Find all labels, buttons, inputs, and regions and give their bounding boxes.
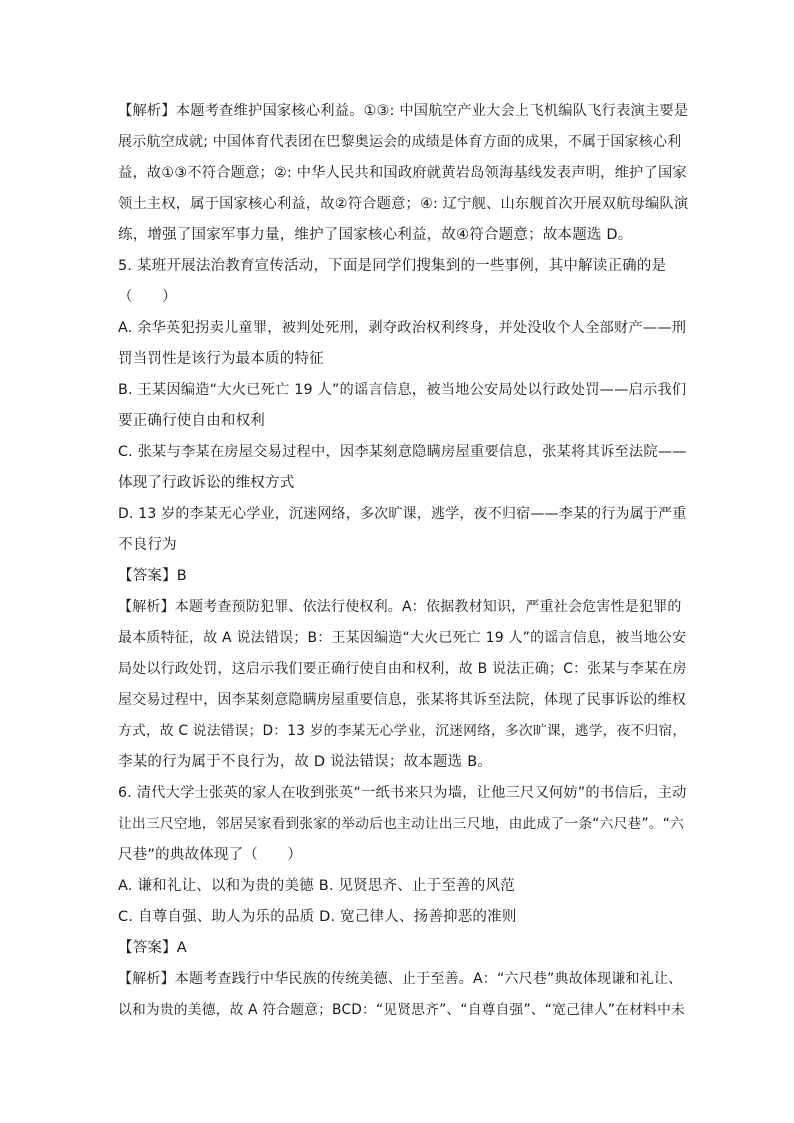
analysis-paragraph-line: 屋交易过程中，因李某刻意隐瞒房屋重要信息，张某将其诉至法院，体现了民事诉讼的维权: [118, 692, 686, 708]
document-body: [118, 96, 689, 1026]
question-5-stem: 5. 某班开展法治教育宣传活动，下面是同学们搜集到的一些事例，其中解读正确的是: [118, 258, 667, 274]
analysis-paragraph-line: 【解析】本题考查践行中华民族的传统美德、止于至善。A：“六尺巷”典故体现谦和礼让、: [118, 971, 683, 987]
option-a: A. 余华英犯拐卖儿童罪，被判处死刑，剥夺政治权利终身，并处没收个人全部财产——刑: [118, 320, 687, 336]
analysis-paragraph-line: 李某的行为属于不良行为，故 D 说法错误；故本题选 B。: [118, 754, 493, 770]
question-6-stem: 尺巷”的典故体现了（ ）: [118, 847, 303, 863]
question-6-stem: 让出三尺空地，邻居吴家看到张家的举动后也主动让出三尺地，由此成了一条“六尺巷”。“六: [118, 816, 685, 832]
option-a: 罚当罚性是该行为最本质的特征: [118, 351, 324, 367]
analysis-paragraph-line: 练，增强了国家军事力量，维护了国家核心利益，故④符合题意；故本题选 D。: [118, 227, 633, 243]
options-ab: A. 谦和礼让、以和为贵的美德 B. 见贤思齐、止于至善的风范: [118, 878, 515, 894]
question-6-stem: 6. 清代大学士张英的家人在收到张英“一纸书来只为墙，让他三尺又何妨”的书信后，主动: [118, 785, 687, 801]
option-c: 体现了行政诉讼的维权方式: [118, 475, 295, 491]
analysis-paragraph-line: 展示航空成就; 中国体育代表团在巴黎奥运会的成绩是体育方面的成果，不属于国家核心利: [118, 134, 682, 150]
analysis-paragraph-line: 领土主权，属于国家核心利益，故②符合题意；④: 辽宁舰、山东舰首次开展双航母编队演: [118, 196, 689, 212]
option-d: 不良行为: [118, 537, 177, 553]
analysis-paragraph-line: 局处以行政处罚，这启示我们要正确行使自由和权利，故 B 说法正确；C：张某与李某在房: [118, 661, 687, 677]
answer-label: 【答案】B: [118, 568, 187, 584]
option-b: 要正确行使自由和权利: [118, 413, 265, 429]
analysis-paragraph-line: 最本质特征，故 A 说法错误；B：王某因编造“大火已死亡 19 人”的谣言信息，被当地公安: [118, 630, 687, 646]
analysis-paragraph-line: 益，故①③不符合题意；②: 中华人民共和国政府就黄岩岛领海基线发表声明，维护了国家: [118, 165, 687, 181]
analysis-paragraph-line: 【解析】本题考查预防犯罪、依法行使权利。A：依据教材知识，严重社会危害性是犯罪的: [118, 599, 682, 615]
analysis-paragraph-line: 方式，故 C 说法错误；D：13 岁的李某无心学业，沉迷网络，多次旷课，逃学，夜不归宿，: [118, 723, 687, 739]
analysis-paragraph-line: 以和为贵的美德，故 A 符合题意；BCD：“见贤思齐”、“自尊自强”、“宽己律人”在材料中未: [118, 1002, 685, 1018]
option-d: D. 13 岁的李某无心学业，沉迷网络，多次旷课，逃学，夜不归宿——李某的行为属于严重: [118, 506, 687, 522]
option-b: B. 王某因编造“大火已死亡 19 人”的谣言信息，被当地公安局处以行政处罚——启示我们: [118, 382, 687, 398]
analysis-paragraph-line: 【解析】本题考查维护国家核心利益。①③: 中国航空产业大会上飞机编队飞行表演主要是: [118, 103, 689, 119]
option-c: C. 张某与李某在房屋交易过程中，因李某刻意隐瞒房屋重要信息，张某将其诉至法院——: [118, 444, 687, 460]
options-cd: C. 自尊自强、助人为乐的品质 D. 宽己律人、扬善抑恶的准则: [118, 909, 517, 925]
answer-label: 【答案】A: [118, 940, 187, 956]
question-5-stem: （ ）: [118, 289, 177, 305]
